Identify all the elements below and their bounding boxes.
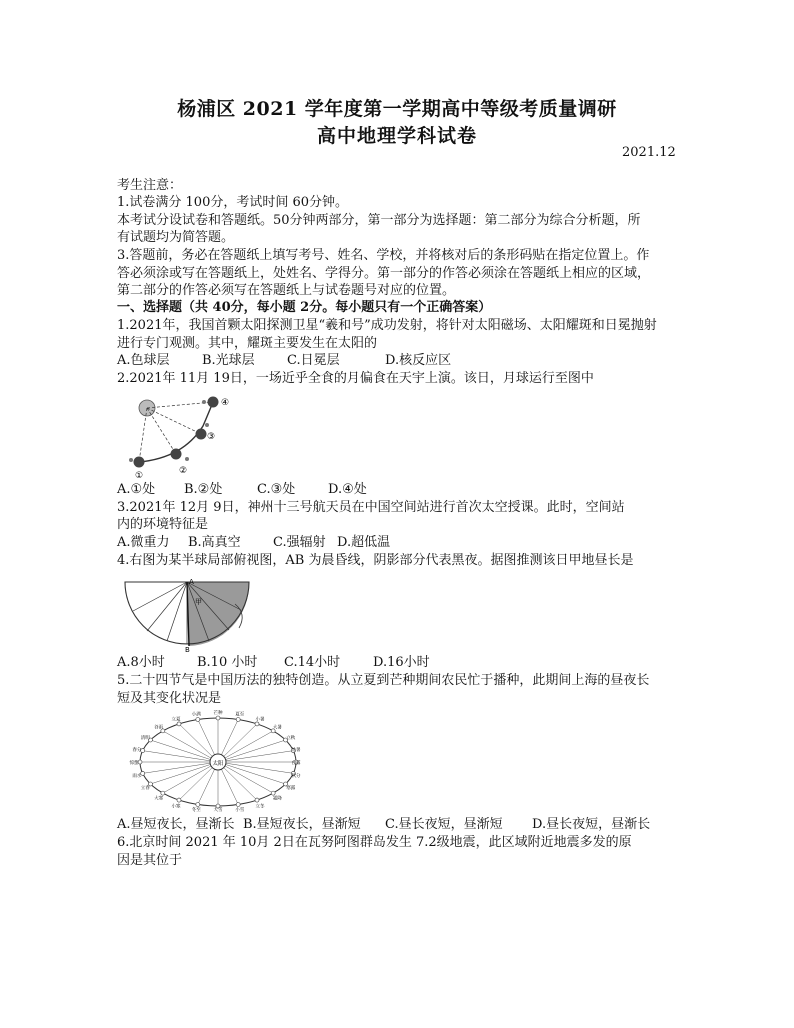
position-label: ④ [221, 398, 230, 408]
solar-term-label: 清明 [140, 736, 150, 741]
position-label: ② [179, 466, 188, 476]
orbit-spoke [150, 740, 218, 762]
position-label: ① [135, 471, 144, 480]
option-a[interactable]: A.①处 [117, 482, 156, 497]
orbit-spoke [143, 751, 218, 762]
option-d[interactable]: D.④处 [328, 482, 367, 497]
orbit-spoke [218, 762, 286, 784]
question-4-stem: 4.右图为某半球局部俯视图，AB 为晨昏线，阴影部分代表黑夜。据图推测该日甲地昼长是 [117, 553, 634, 568]
earth-position-icon [196, 717, 200, 721]
position-label: ③ [207, 432, 216, 442]
option-c[interactable]: C.③处 [257, 482, 296, 497]
point-a-label: A [189, 578, 194, 586]
solar-term-label: 小暑 [255, 717, 265, 723]
solar-term-label: 雨水 [132, 773, 142, 779]
notice-line: 答必须涂或写在答题纸上，处姓名、学得分。第一部分的作答必须涂在答题纸上相应的区域， [117, 266, 651, 281]
question-3-stem: 3.2021年 12月 9日，神州十三号航天员在中国空间站进行首次太空授课。此时，空间站 [117, 500, 625, 515]
solar-term-label: 大寒 [154, 796, 164, 802]
option-d[interactable]: D.核反应区 [385, 353, 452, 368]
earth-icon [196, 429, 207, 440]
orbit-spoke [218, 731, 273, 762]
solar-terms-figure [128, 708, 303, 813]
solar-term-label: 夏至 [235, 712, 245, 718]
question-5-stem: 短及其变化状况是 [117, 691, 222, 706]
solar-term-label: 霜降 [272, 796, 282, 802]
moon-icon [202, 400, 206, 404]
orbit-spoke [163, 731, 218, 762]
solar-term-label: 寒露 [286, 786, 296, 791]
earth-icon [134, 457, 145, 468]
option-b[interactable]: B.昼短夜长，昼渐短 [243, 817, 361, 832]
earth-position-icon [216, 716, 220, 720]
option-d[interactable]: D.昼长夜短，昼渐长 [532, 817, 651, 832]
option-b[interactable]: B.10 小时 [197, 655, 258, 670]
moon-icon [205, 423, 209, 427]
sun-label: 太阳 [212, 761, 224, 767]
question-1-stem: 进行专门观测。其中，耀斑主要发生在太阳的 [117, 336, 378, 351]
option-c[interactable]: C.强辐射 [273, 535, 326, 550]
orbit-spoke [218, 740, 286, 762]
solar-term-label: 白露 [291, 761, 301, 766]
notice-line: 3.答题前，务必在答题纸上填写考号、姓名、学校，并将核对后的条形码贴在指定位置上。作 [117, 248, 650, 263]
earth-position-icon [271, 791, 275, 795]
option-b[interactable]: B.光球层 [202, 353, 255, 368]
solar-term-label: 谷雨 [154, 725, 164, 731]
solar-term-label: 立春 [140, 786, 150, 791]
earth-position-icon [236, 803, 240, 807]
question-6-stem: 因是其位于 [117, 853, 183, 868]
solar-term-label: 春分 [132, 748, 142, 754]
solar-term-label: 冬至 [191, 808, 201, 813]
solar-term-label: 小寒 [171, 804, 181, 810]
exam-title: 杨浦区 2021 学年度第一学期高中等级考质量调研 [177, 98, 617, 120]
moon-orbit-figure [117, 390, 243, 480]
question-5-stem: 5.二十四节气是中国历法的独特创造。从立夏到芒种期间农民忙于播种，此期间上海的昼夜长 [117, 673, 650, 688]
moon-icon [185, 457, 189, 461]
question-5-options [117, 816, 650, 834]
point-b-label: B [185, 646, 190, 652]
solar-term-label: 小雪 [235, 808, 245, 813]
question-6-stem: 6.北京时间 2021 年 10月 2日在瓦努阿图群岛发生 7.2级地震，此区域附近地震多发的原 [117, 835, 632, 850]
orbit-spoke [143, 762, 218, 773]
option-a[interactable]: A.8小时 [117, 655, 165, 670]
point-jia-label: 甲 [195, 598, 202, 606]
option-a[interactable]: A.色球层 [117, 353, 170, 368]
option-c[interactable]: C.14小时 [284, 655, 341, 670]
solar-term-label: 大暑 [272, 725, 282, 731]
option-d[interactable]: D.超低温 [337, 535, 391, 550]
earth-position-icon [177, 798, 181, 802]
solar-term-label: 处暑 [291, 748, 301, 754]
option-b[interactable]: B.②处 [184, 482, 223, 497]
solar-term-label: 小满 [191, 712, 201, 718]
question-2-options [117, 481, 367, 499]
solar-term-label: 秋分 [291, 773, 301, 779]
solar-term-label: 立秋 [286, 736, 296, 741]
earth-position-icon [196, 803, 200, 807]
orbit-spoke [218, 762, 293, 773]
question-4-options [117, 654, 430, 672]
solar-term-label: 大雪 [213, 808, 223, 813]
question-1-stem: 1.2021年，我国首颗太阳探测卫星“羲和号”成功发射，将针对太阳磁场、太阳耀斑和日冕抛射 [117, 318, 657, 333]
earth-position-icon [255, 798, 259, 802]
solar-term-label: 芒种 [213, 711, 223, 716]
option-a[interactable]: A.微重力 [117, 535, 170, 550]
solar-term-label: 立冬 [255, 804, 265, 810]
orbit-spoke [218, 751, 293, 762]
question-2-stem: 2.2021年 11月 19日，一场近乎全食的月偏食在天宇上演。该日，月球运行至图中 [117, 371, 594, 386]
solar-term-label: 立夏 [171, 717, 181, 723]
option-d[interactable]: D.16小时 [373, 655, 430, 670]
earth-position-icon [236, 717, 240, 721]
notice-line: 第二部分的作答必须写在答题纸上与试卷题号对应的位置。 [117, 283, 456, 298]
exam-subtitle: 高中地理学科试卷 [316, 125, 477, 147]
earth-icon [171, 449, 182, 460]
orbit-spoke [218, 762, 273, 793]
earth-position-icon [138, 760, 142, 764]
moon-icon [129, 458, 133, 462]
question-3-stem: 内的环境特征是 [117, 517, 209, 532]
option-c[interactable]: C.日冕层 [287, 353, 340, 368]
earth-position-icon [161, 791, 165, 795]
section-heading: 一、选择题（共 40分，每小题 2分。每小题只有一个正确答案） [117, 300, 492, 315]
meridian-line [147, 582, 187, 631]
question-1-options [117, 352, 451, 370]
option-c[interactable]: C.昼长夜短，昼渐短 [385, 817, 503, 832]
hemisphere-figure [117, 574, 252, 652]
question-3-options [117, 534, 390, 552]
notice-line: 1.试卷满分 100分，考试时间 60分钟。 [117, 195, 349, 210]
orbit-spoke [163, 762, 218, 793]
option-b[interactable]: B.高真空 [188, 535, 241, 550]
notice-heading: 考生注意： [117, 178, 183, 193]
earth-icon [208, 397, 219, 408]
option-a[interactable]: A.昼短夜长，昼渐长 [117, 817, 235, 832]
orbit-spoke [150, 762, 218, 784]
notice-line: 本考试分设试卷和答题纸。50分钟两部分，第一部分为选择题：第二部分为综合分析题，所 [117, 213, 641, 228]
notice-line: 有试题均为简答题。 [117, 230, 235, 245]
solar-term-label: 惊蛰 [129, 761, 139, 766]
exam-date: 2021.12 [622, 145, 676, 160]
